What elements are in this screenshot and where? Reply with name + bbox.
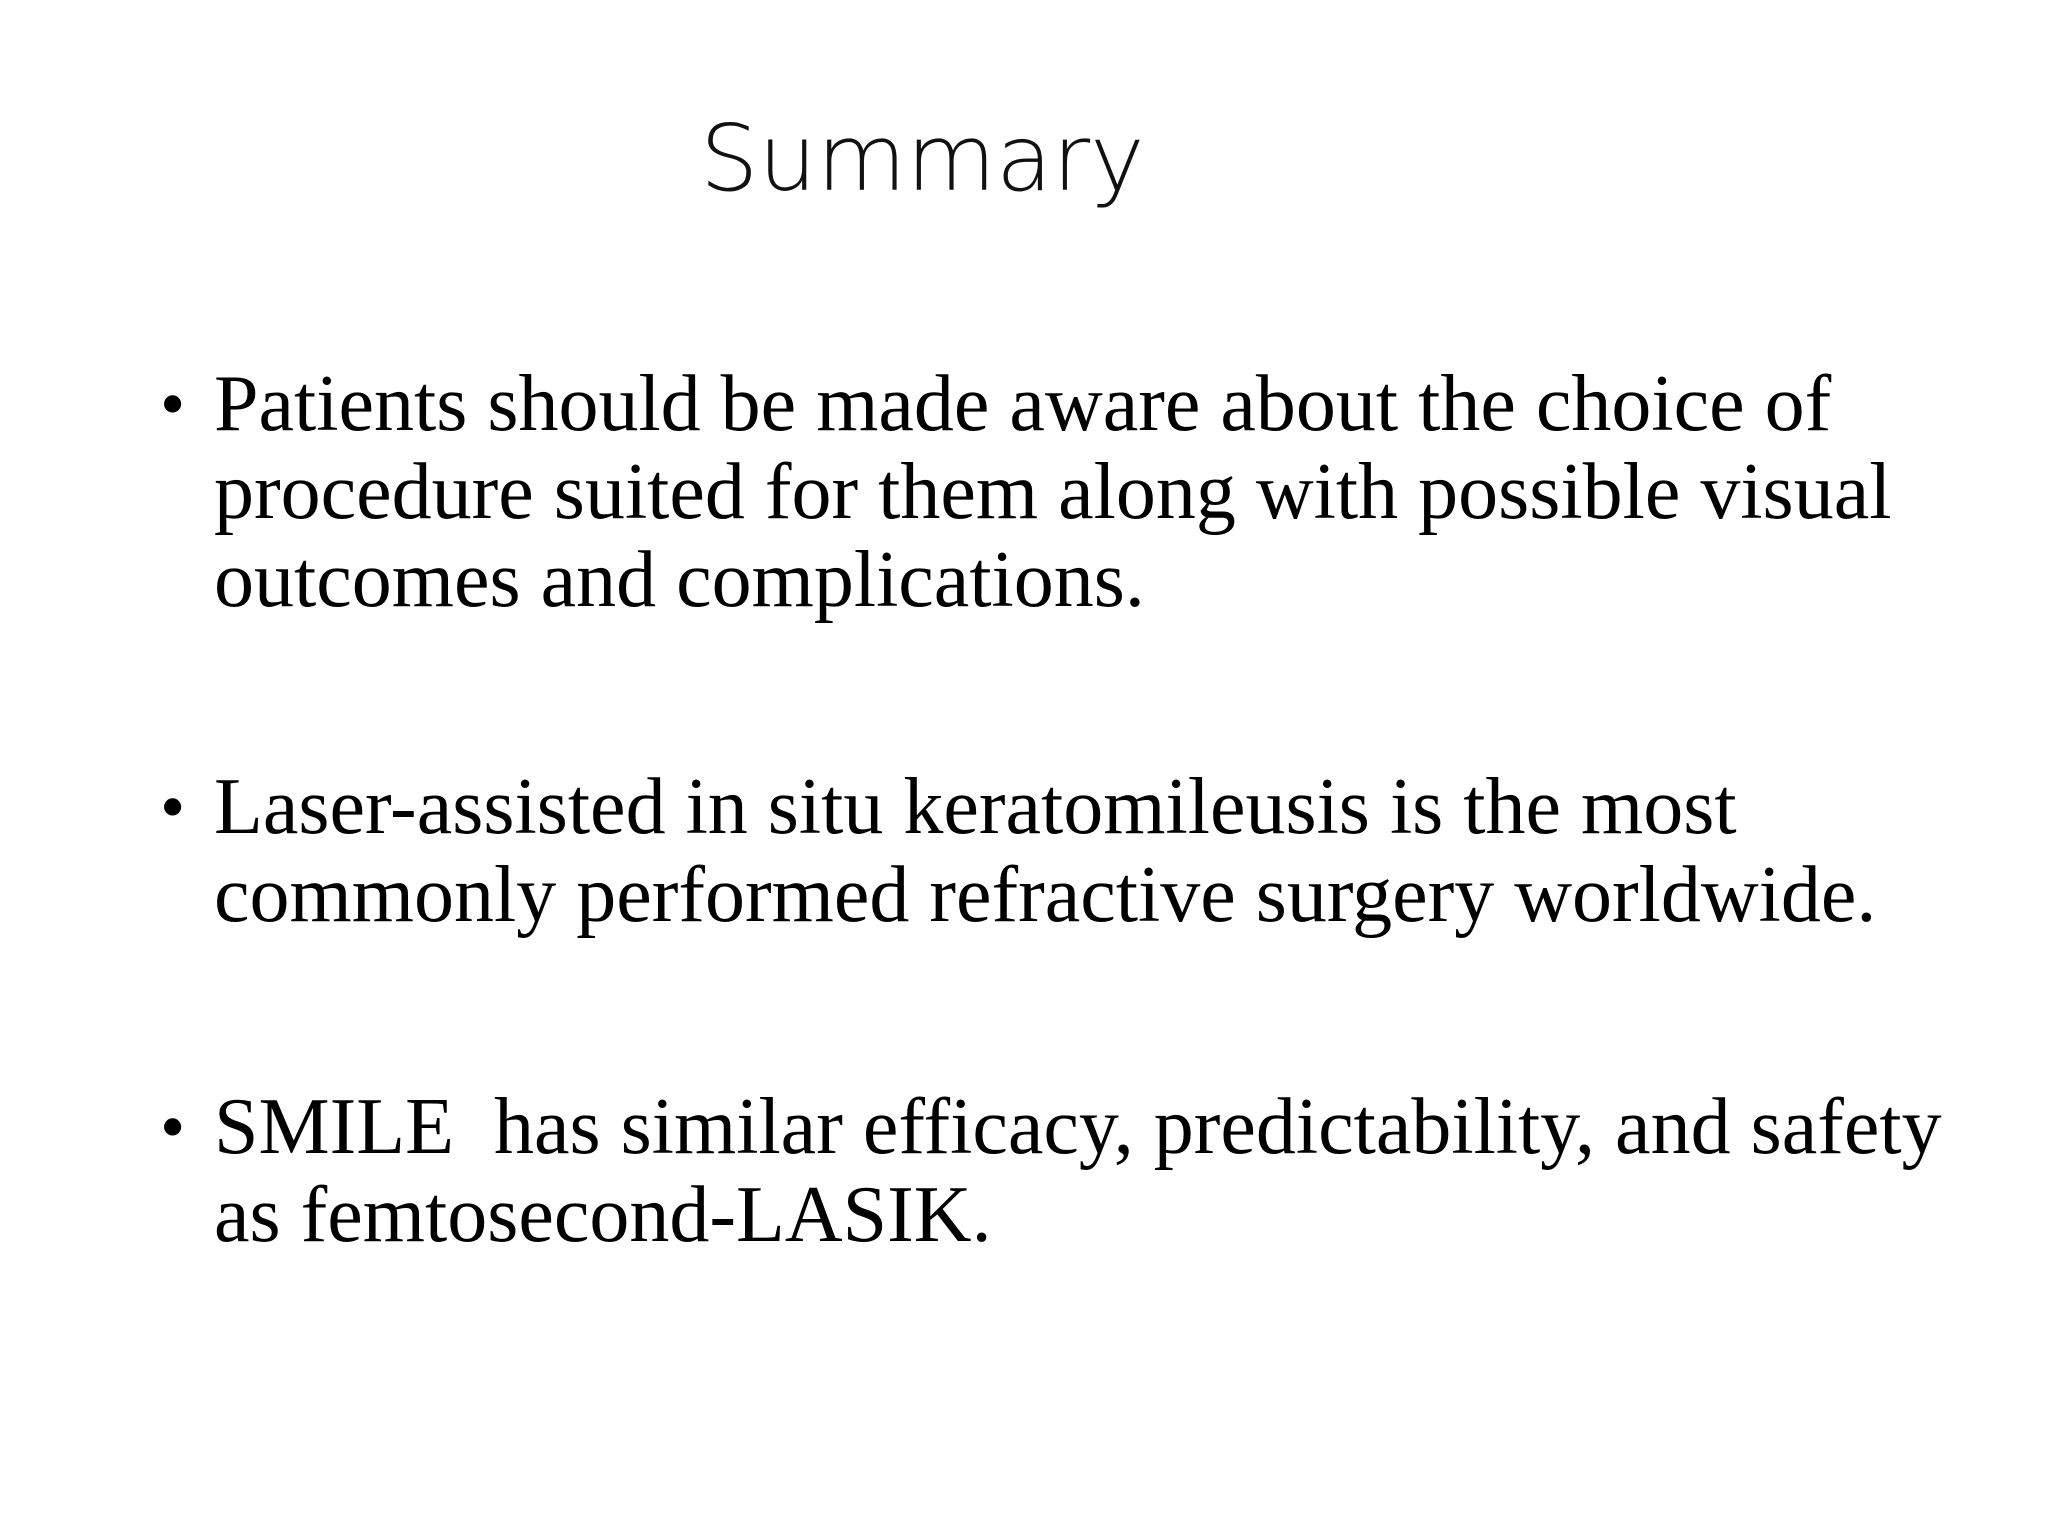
bullet-text: [214, 360, 1990, 624]
bullet-text-line: SMILE has similar efficacy, predictability, and safety: [214, 1083, 1942, 1171]
bullet-item-smile-comparison: [160, 1083, 1990, 1259]
bullet-icon: •: [160, 364, 186, 444]
bullet-icon: •: [160, 767, 186, 847]
bullet-text-line: Laser-assisted in situ keratomileusis is the most: [214, 763, 1737, 851]
bullet-icon: •: [160, 1087, 186, 1167]
bullet-text: [214, 1083, 1990, 1259]
bullet-text: [214, 763, 1990, 939]
bullet-item-patient-awareness: [160, 360, 1990, 624]
bullet-text-line: outcomes and complications.: [214, 536, 1145, 624]
bullet-item-lasik-common: [160, 763, 1990, 939]
bullet-text-line: Patients should be made aware about the choice of: [214, 360, 1832, 448]
bullet-text-line: procedure suited for them along with possible visual: [214, 448, 1892, 536]
slide-title: Summary: [700, 105, 1145, 212]
bullet-text-line: commonly performed refractive surgery worldwide.: [214, 851, 1877, 939]
bullet-text-line: as femtosecond-LASIK.: [214, 1171, 992, 1259]
